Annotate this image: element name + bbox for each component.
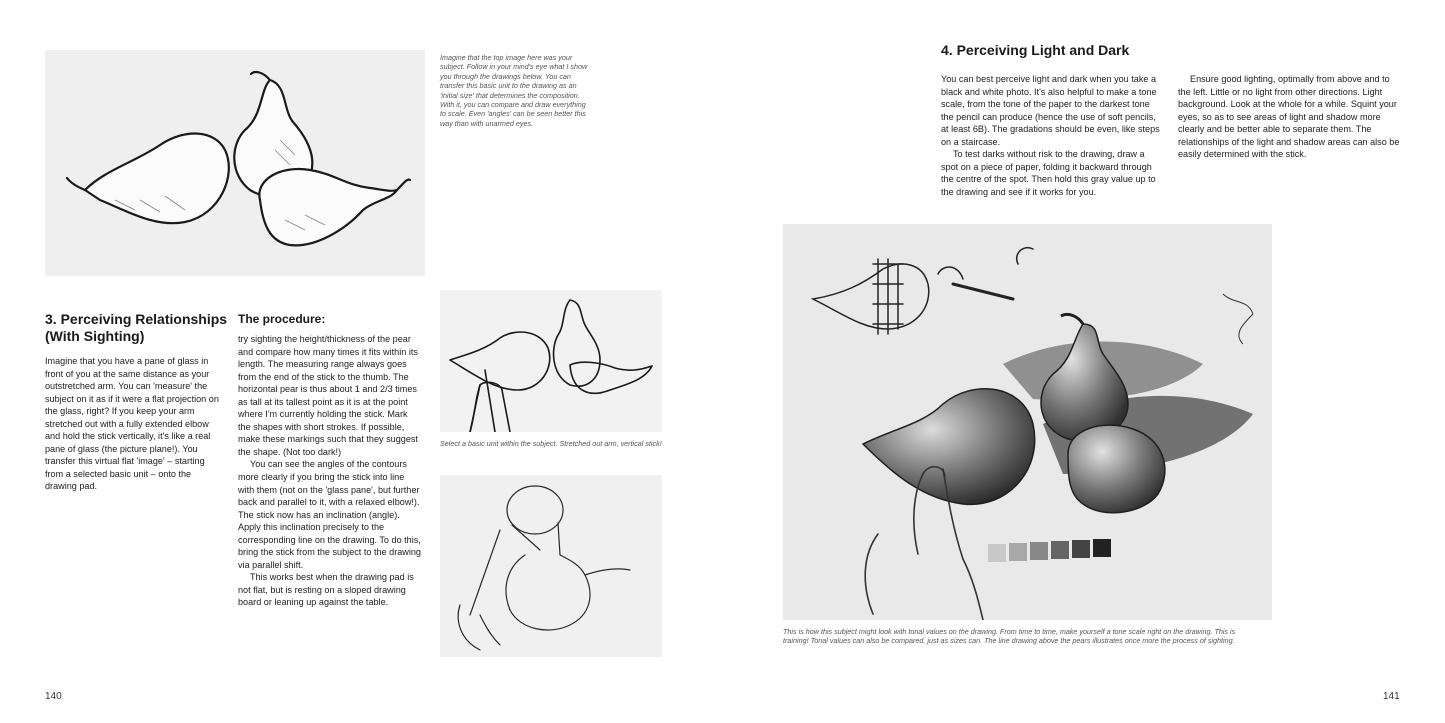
procedure-paragraph: This works best when the drawing pad is not flat, but is resting on a sloped drawing board or leaning up against the table. bbox=[238, 572, 414, 608]
sighting-sketch bbox=[440, 290, 662, 432]
light-dark-col2 bbox=[1178, 73, 1403, 161]
section-title-light-dark: 4. Perceiving Light and Dark bbox=[941, 42, 1130, 58]
section-title-line1: 3. Perceiving Relationships bbox=[45, 311, 228, 327]
procedure-paragraph: You can see the angles of the contours more clearly if you bring the stick into line with them (not on the 'glass pane', but further back and parallel to it, with a relaxed elbow!). The stick now has an inclination (angle). Apply this inclination precisely to the corresponding line on the drawing. To do this, bring the stick from the subject to the drawing via parallel shift. bbox=[238, 459, 421, 570]
procedure-title: The procedure: bbox=[238, 312, 326, 326]
tonal-pear-drawing bbox=[783, 224, 1272, 620]
light-dark-col1 bbox=[941, 73, 1163, 198]
angle-sketch bbox=[440, 475, 662, 657]
sighting-caption: Select a basic unit within the subject. Stretched out arm, vertical stick! bbox=[440, 439, 662, 448]
tonal-caption: This is how this subject might look with tonal values on the drawing. From time to time, make yourself a tone scale right on the drawing. This is training! Tonal values can also be compared, just as sizes can. The line drawing above the pears illustrates once more the process of sighting. bbox=[783, 627, 1236, 646]
section-title-line2: (With Sighting) bbox=[45, 328, 145, 344]
page-number-left: 140 bbox=[45, 691, 62, 702]
procedure-text bbox=[238, 333, 421, 609]
section-title-relationships bbox=[45, 311, 245, 345]
intro-caption: Imagine that the top image here was your subject. Follow in your mind's eye what I show you through the drawings below. You can transfer this basic unit to the drawing as an 'initial size' that determines the composition. With it, you can compare and draw everything to scale. Even 'angles' can be seen better this way than with unarmed eyes. bbox=[440, 53, 588, 128]
pear-sketch-subject bbox=[45, 50, 425, 276]
page-number-right: 141 bbox=[1383, 691, 1400, 702]
light-dark-paragraph: Ensure good lighting, optimally from above and to the left. Little or no light from other directions. Light background. Look at the whole for a while. Squint your eyes, so as to see areas of light and shadow more clearly and be better able to separate them. The relationships of the light and shadow areas can also be easily determined with the stick. bbox=[1178, 74, 1400, 160]
light-dark-paragraph: To test darks without risk to the drawing, draw a spot on a piece of paper, folding it backward through the centre of the spot. Then hold this gray value up to the drawing and see if it works for you. bbox=[941, 149, 1156, 197]
procedure-paragraph: try sighting the height/thickness of the pear and compare how many times it fits within its length. The measuring range always goes from the end of the stick to the thumb. The horizontal pear is thus about 1 and 2/3 times as tall at its tallest point as it is at the point where I'm currently holding the stick. Mark the shapes with short strokes. If possible, make these markings such that they suggest the shape. (Not too dark!) bbox=[238, 334, 418, 457]
light-dark-paragraph: You can best perceive light and dark when you take a black and white photo. It's also helpful to make a tone scale, from the tone of the paper to the darkest tone the pencil can produce (hence the use of soft pencils, at least 6B). The gradations should be even, like steps on a staircase. bbox=[941, 74, 1160, 147]
relationships-text: Imagine that you have a pane of glass in front of you at the same distance as your outstretched arm. You can 'measure' the subject on it as if it were a flat projection on the glass, right? If you keep your arm stretched out with a fully extended elbow and hold the stick vertically, it's like a real pane of glass (the picture plane!). You transfer this virtual flat 'image' – starting from a selected basic unit – onto the drawing pad. bbox=[45, 356, 219, 492]
